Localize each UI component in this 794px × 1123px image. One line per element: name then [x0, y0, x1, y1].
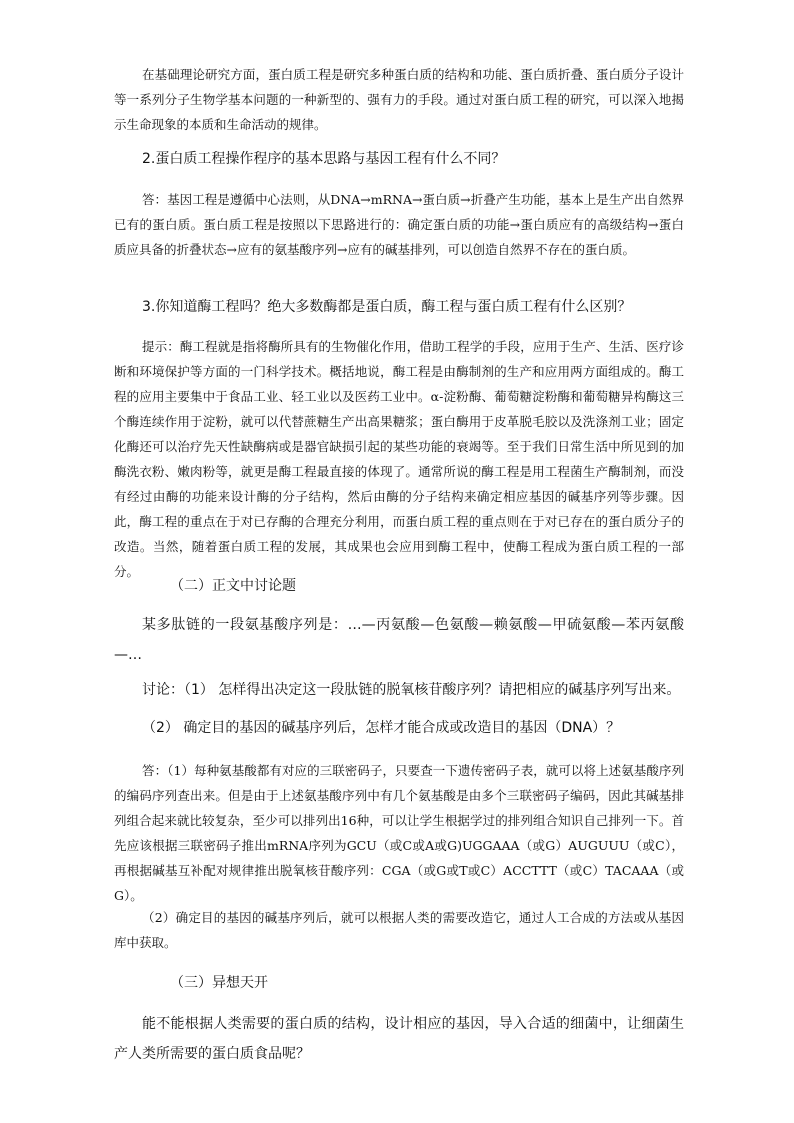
amino-acid-sequence-paragraph: 某多肽链的一段氨基酸序列是：…—丙氨酸—色氨酸—赖氨酸—甲硫氨酸—苯丙氨酸—… [114, 617, 684, 663]
answer-1-paragraph: 答：（1）每种氨基酸都有对应的三联密码子，只要查一下遗传密码子表，就可以将上述氨基酸序列的编码序列查出来。但是由于上述氨基酸序列中有几个氨基酸是由多个三联密码子编码，因此其碱基排列组合起来就比较复杂，至少可以排列出16种，可以让学生根据学过的排列组合知识自己排列一下。首先应该根据三联密码子推出mRNA序列为GCU（或C或A或G)UGGAAA（或G）AUGUUU（或C），再根据碱基互补配对规律推出脱氧核苷酸序列：CGA（或G或T或C）ACCTTT（或C）TACAAA（或G）。 [114, 763, 684, 903]
discussion-1: 讨论：（1） 怎样得出决定这一段肽链的脱氧核苷酸序列？请把相应的碱基序列写出来。 [142, 682, 681, 698]
closing-question-paragraph: 能不能根据人类需要的蛋白质的结构，设计相应的基因，导入合适的细菌中，让细菌生产人类所需要的蛋白质食品呢？ [114, 1016, 684, 1062]
answer-2-closing-paragraph: （2）确定目的基因的碱基序列后，就可以根据人类的需要改造它，通过人工合成的方法或从基因库中获取。 [114, 910, 684, 950]
question-2-heading: 2.蛋白质工程操作程序的基本思路与基因工程有什么不同？ [142, 151, 506, 167]
question-3-heading: 3.你知道酶工程吗？绝大多数酶都是蛋白质，酶工程与蛋白质工程有什么区别？ [142, 299, 632, 315]
answer-3-paragraph [114, 334, 684, 584]
discussion-2: （2） 确定目的基因的碱基序列后，怎样才能合成或改造目的基因（DNA）？ [142, 720, 621, 736]
hint-label: 提示： [142, 339, 180, 354]
intro-paragraph: 在基础理论研究方面，蛋白质工程是研究多种蛋白质的结构和功能、蛋白质折叠、蛋白质分子设计等一系列分子生物学基本问题的一种新型的、强有力的手段。通过对蛋白质工程的研究，可以深入地揭示生命现象的本质和生命活动的规律。 [114, 67, 684, 132]
answer-2-paragraph: 答：基因工程是遵循中心法则，从DNA→mRNA→蛋白质→折叠产生功能，基本上是生产出自然界已有的蛋白质。蛋白质工程是按照以下思路进行的：确定蛋白质的功能→蛋白质应有的高级结构→蛋白质应具备的折叠状态→应有的氨基酸序列→应有的碱基排列，可以创造自然界不存在的蛋白质。 [114, 192, 684, 257]
section-2-heading: （二）正文中讨论题 [170, 578, 296, 594]
section-3-heading: （三）异想天开 [170, 975, 268, 991]
answer-3-text: 酶工程就是指将酶所具有的生物催化作用，借助工程学的手段，应用于生产、生活、医疗诊断和环境保护等方面的一门科学技术。概括地说，酶工程是由酶制剂的生产和应用两方面组成的。酶工程的应用主要集中于食品工业、轻工业以及医药工业中。α-淀粉酶、葡萄糖淀粉酶和葡萄糖异构酶这三个酶连续作用于淀粉，就可以代替蔗糖生产出高果糖浆；蛋白酶用于皮革脱毛胶以及洗涤剂工业；固定化酶还可以治疗先天性缺酶病或是器官缺损引起的某些功能的衰竭等。至于我们日常生活中所见到的加酶洗衣粉、嫩肉粉等，就更是酶工程最直接的体现了。通常所说的酶工程是用工程菌生产酶制剂，而没有经过由酶的功能来设计酶的分子结构，然后由酶的分子结构来确定相应基因的碱基序列等步骤。因此，酶工程的重点在于对已存酶的合理充分利用，而蛋白质工程的重点则在于对已存在的蛋白质分子的改造。当然，随着蛋白质工程的发展，其成果也会应用到酶工程中，使酶工程成为蛋白质工程的一部分。 [114, 339, 684, 579]
